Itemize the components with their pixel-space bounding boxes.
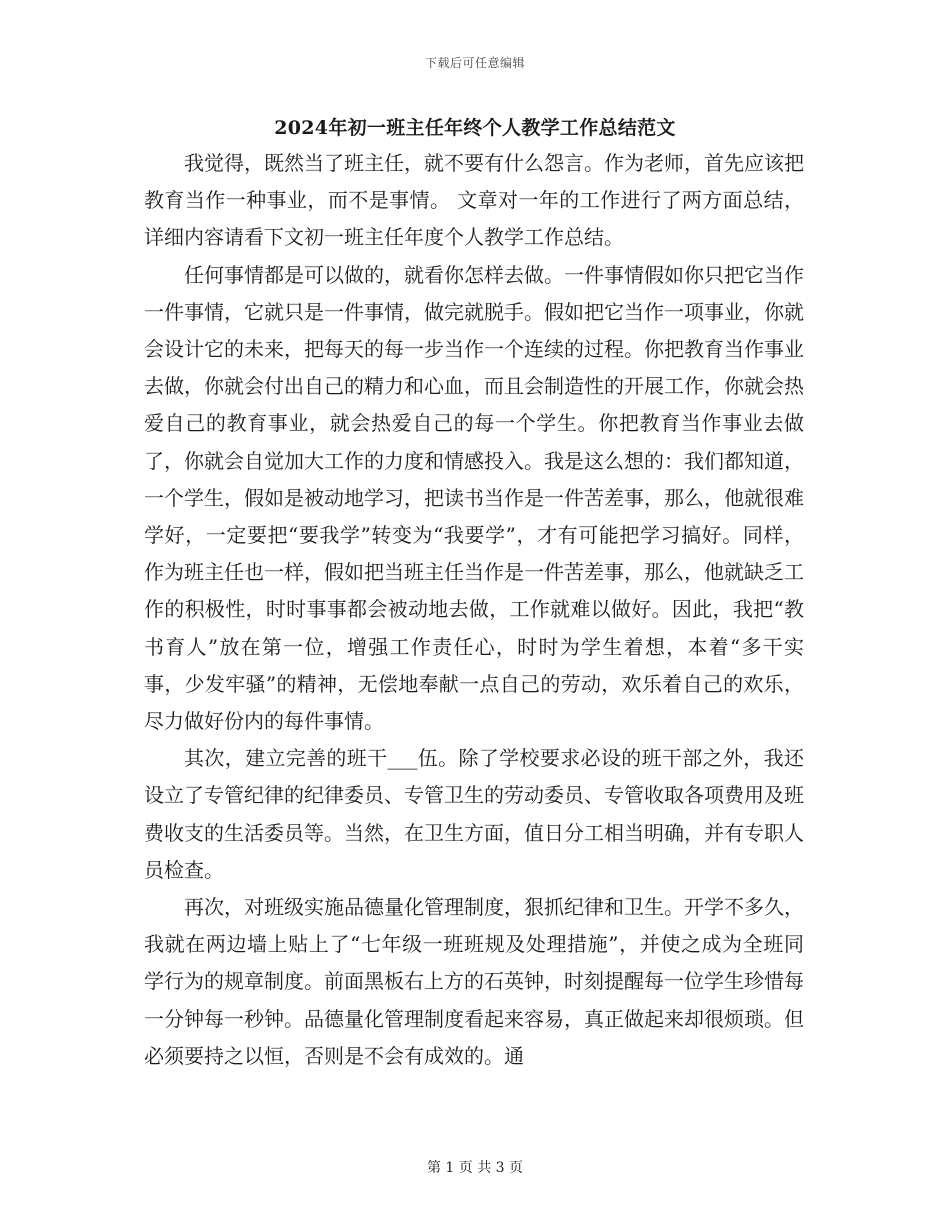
paragraph-class-cadre: 其次，建立完善的班干___伍。除了学校要求必设的班干部之外，我还设立了专管纪律的纪律委员、专管卫生的劳动委员、专管收取各项费用及班费收支的生活委员等。当然，在卫生方面，值日分工相当明确，并有专职人员检查。 [144, 746, 804, 882]
page-number: 第 1 页 共 3 页 [426, 1160, 524, 1176]
paragraph-career: 任何事情都是可以做的，就看你怎样去做。一件事情假如你只把它当作一件事情，它就只是一件事情，做完就脱手。假如把它当作一项事业，你就会设计它的未来，把每天的每一步当作一个连续的过程。你把教育当作事业去做，你就会付出自己的精力和心血，而且会制造性的开展工作，你就会热爱自己的教育事业，就会热爱自己的每一个学生。你把教育当作事业去做了，你就会自觉加大工作的力度和情感投入。我是这么想的：我们都知道，一个学生，假如是被动地学习，把读书当作是一件苦差事，那么，他就很难学好，一定要把“要我学”转变为“我要学”，才有可能把学习搞好。同样，作为班主任也一样，假如把当班主任当作是一件苦差事，那么，他就缺乏工作的积极性，时时事事都会被动地去做，工作就难以做好。因此，我把“教书育人”放在第一位，增强工作责任心，时时为学生着想，本着“多干实事，少发牢骚”的精神，无偿地奉献一点自己的劳动，欢乐着自己的欢乐，尽力做好份内的每件事情。 [144, 262, 804, 734]
document-body [144, 145, 804, 1075]
document-title: 2024年初一班主任年终个人教学工作总结范文 [274, 117, 676, 139]
paragraph-intro: 我觉得，既然当了班主任，就不要有什么怨言。作为老师，首先应该把教育当作一种事业，而不是事情。 文章对一年的工作进行了两方面总结，详细内容请看下文初一班主任年度个人教学工作总结。 [144, 151, 804, 250]
header-note: 下载后可任意编辑 [424, 56, 525, 70]
paragraph-moral-management: 再次，对班级实施品德量化管理制度，狠抓纪律和卫生。开学不多久，我就在两边墙上贴上了“七年级一班班规及处理措施”，并使之成为全班同学行为的规章制度。前面黑板右上方的石英钟，时刻提醒每一位学生珍惜每一分钟每一秒钟。品德量化管理制度看起来容易，真正做起来却很烦琐。但必须要持之以恒，否则是不会有成效的。通 [144, 895, 804, 1068]
